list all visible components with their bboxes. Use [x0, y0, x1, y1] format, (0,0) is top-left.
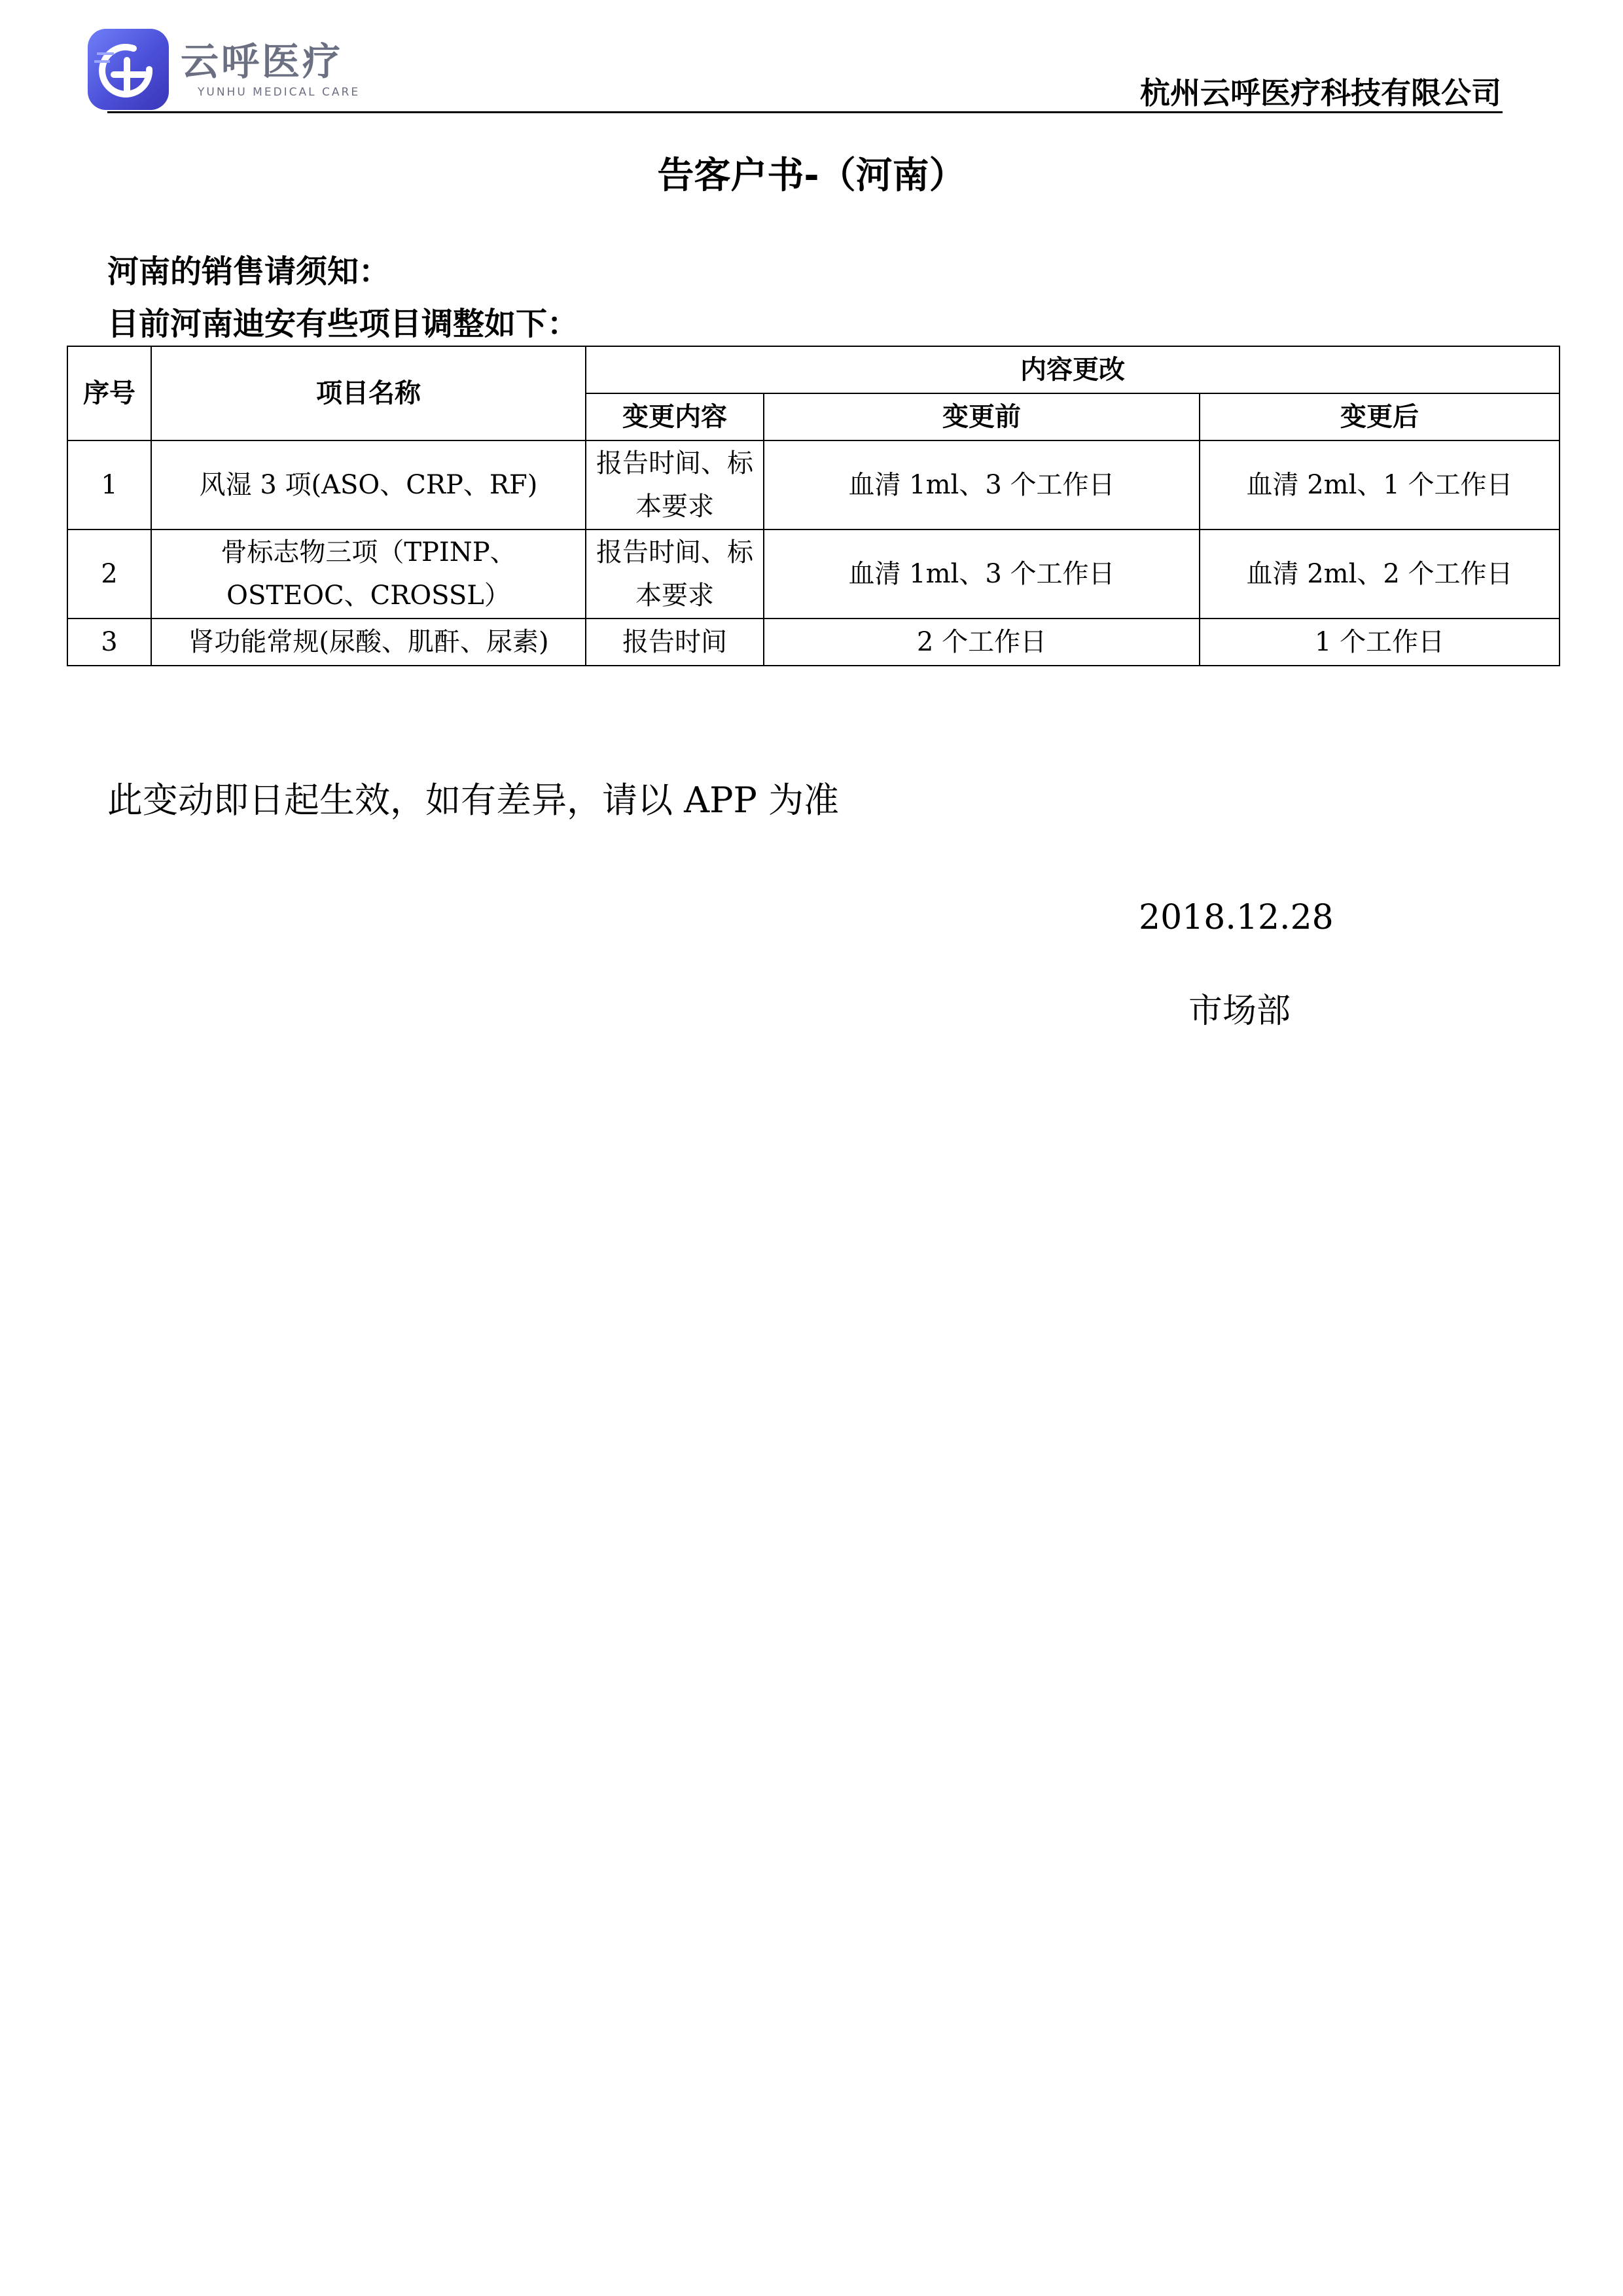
document-title: 告客户书-（河南） — [657, 154, 966, 197]
medical-cross-logo-icon — [88, 29, 169, 110]
cell-name: 风湿 3 项(ASO、CRP、RF) — [151, 440, 586, 529]
notice-line-1: 河南的销售请须知： — [107, 253, 391, 290]
header-change-content: 变更内容 — [586, 393, 764, 440]
cell-after: 血清 2ml、2 个工作日 — [1200, 529, 1560, 619]
logo-chinese-name: 云呼医疗 — [181, 39, 344, 84]
cell-no: 3 — [67, 619, 151, 666]
project-change-table — [67, 346, 1560, 666]
cell-no: 1 — [67, 440, 151, 529]
table-row — [67, 529, 1560, 619]
company-name: 杭州云呼医疗科技有限公司 — [1140, 75, 1501, 111]
logo-english-name: YUNHU MEDICAL CARE — [198, 86, 361, 99]
cell-no: 2 — [67, 529, 151, 619]
header-change-group: 内容更改 — [586, 346, 1560, 393]
issuing-department: 市场部 — [1188, 992, 1291, 1031]
cell-after: 1 个工作日 — [1200, 619, 1560, 666]
cell-before: 2 个工作日 — [764, 619, 1200, 666]
header-no: 序号 — [67, 346, 151, 440]
cell-change-content: 报告时间 — [586, 619, 764, 666]
company-logo — [88, 29, 360, 110]
cell-change-content: 报告时间、标本要求 — [586, 440, 764, 529]
cell-after: 血清 2ml、1 个工作日 — [1200, 440, 1560, 529]
cell-change-content: 报告时间、标本要求 — [586, 529, 764, 619]
table-row — [67, 440, 1560, 529]
cell-before: 血清 1ml、3 个工作日 — [764, 440, 1200, 529]
issue-date: 2018.12.28 — [1139, 898, 1334, 937]
header-name: 项目名称 — [151, 346, 586, 440]
cell-name: 肾功能常规(尿酸、肌酐、尿素) — [151, 619, 586, 666]
header-after: 变更后 — [1200, 393, 1560, 440]
cell-name: 骨标志物三项（TPINP、OSTEOC、CROSSL） — [151, 529, 586, 619]
table-row — [67, 619, 1560, 666]
table-header-row — [67, 346, 1560, 393]
effective-notice: 此变动即日起生效，如有差异，请以 APP 为准 — [107, 780, 839, 821]
cell-before: 血清 1ml、3 个工作日 — [764, 529, 1200, 619]
header-before: 变更前 — [764, 393, 1200, 440]
header-divider — [107, 111, 1503, 113]
notice-line-2: 目前河南迪安有些项目调整如下： — [107, 306, 579, 342]
